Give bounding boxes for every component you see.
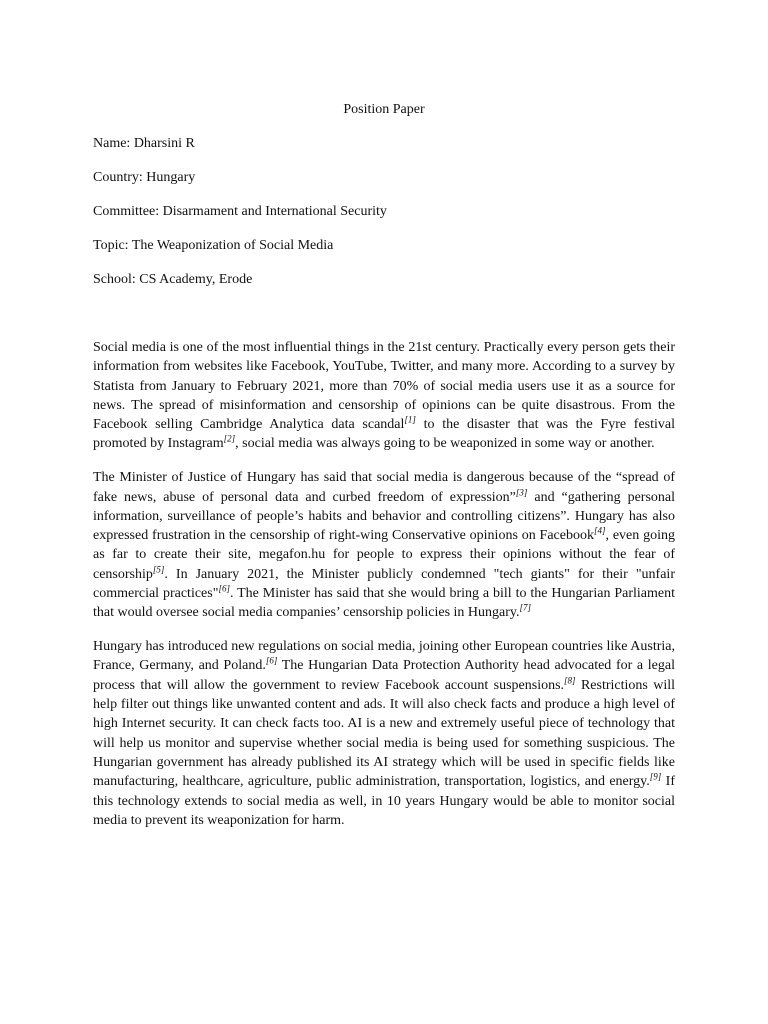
paragraph-text: . The Minister has said that she would bring a bill to the Hungarian Parliament that would oversee social media companies’ censorship policies in Hungary. — [93, 586, 675, 621]
footnote-ref[interactable]: [7] — [519, 602, 532, 613]
footnote-ref[interactable]: [4] — [593, 525, 606, 536]
paragraph-text: Social media is one of the most influential things in the 21st century. Practically every person gets their information from websites like Facebook, YouTube, Twitter, and many more. According to a survey by Statista from January to February 2021, more than 70% of social media users use it as a source for news. The spread of misinformation and censorship of opinions can be quite disastrous. From the Facebook selling Cambridge Analytica data scandal — [93, 340, 675, 433]
footnote-ref[interactable]: [6] — [265, 655, 278, 666]
meta-committee: Committee: Disarmament and International Security — [93, 204, 387, 219]
footnote-ref[interactable]: [9] — [649, 771, 662, 782]
footnote-ref[interactable]: [1] — [404, 414, 416, 425]
body-paragraph-1 — [93, 338, 675, 454]
footnote-ref[interactable]: [2] — [223, 433, 236, 444]
body-paragraph-3 — [93, 637, 675, 830]
paragraph-text: , even going as far to create their site, megafon.hu for people to express their opinions without the fear of censorship — [93, 528, 675, 582]
meta-school: School: CS Academy, Erode — [93, 272, 253, 287]
body-paragraph-2 — [93, 468, 675, 622]
paragraph-text: , social media was always going to be weaponized in some way or another. — [235, 436, 655, 452]
document-title: Position Paper — [343, 102, 425, 117]
paragraph-text: The Hungarian Data Protection Authority head advocated for a legal process that will allow the government to review Facebook account suspensions. — [93, 658, 675, 693]
section-spacer — [93, 304, 675, 338]
paragraph-text: Hungary has introduced new regulations on social media, joining other European countries like Austria, France, Germany, and Poland. — [93, 639, 675, 674]
footnote-ref[interactable]: [5] — [152, 564, 165, 575]
meta-name: Name: Dharsini R — [93, 136, 195, 151]
paragraph-text: and “gathering personal information, surveillance of people’s habits and behavior and controlling citizens”. Hungary has also expressed frustration in the censorship of right-wing Conservative opinions on Facebook — [93, 489, 675, 544]
paragraph-text: to the disaster that was the Fyre festival promoted by Instagram — [93, 417, 675, 452]
paragraph-text: If this technology extends to social media as well, in 10 years Hungary would be able to monitor social media to prevent its weaponization for harm. — [93, 774, 676, 828]
meta-topic: Topic: The Weaponization of Social Media — [93, 238, 334, 253]
paragraph-text: The Minister of Justice of Hungary has said that social media is dangerous because of the “spread of fake news, abuse of personal data and curbed freedom of expression” — [93, 470, 675, 505]
footnote-ref[interactable]: [8] — [564, 675, 576, 686]
footnote-ref[interactable]: [3] — [515, 486, 528, 497]
paragraph-text: . In January 2021, the Minister publicly condemned "tech giants" for their "unfair commercial practices" — [93, 566, 675, 602]
meta-country: Country: Hungary — [93, 170, 196, 185]
paragraph-text: Restrictions will help filter out things like unwanted content and ads. It will also check facts and produce a high level of high Internet security. It can check facts too. AI is a new and extremely useful piece of technology that will help us monitor and supervise whether social media is being used for something suspicious. The Hungarian government has already published its AI strategy which will be used in specific fields like manufacturing, healthcare, agriculture, public administration, transportation, logistics, and energy. — [93, 677, 675, 790]
footnote-ref[interactable]: [6] — [218, 583, 230, 594]
